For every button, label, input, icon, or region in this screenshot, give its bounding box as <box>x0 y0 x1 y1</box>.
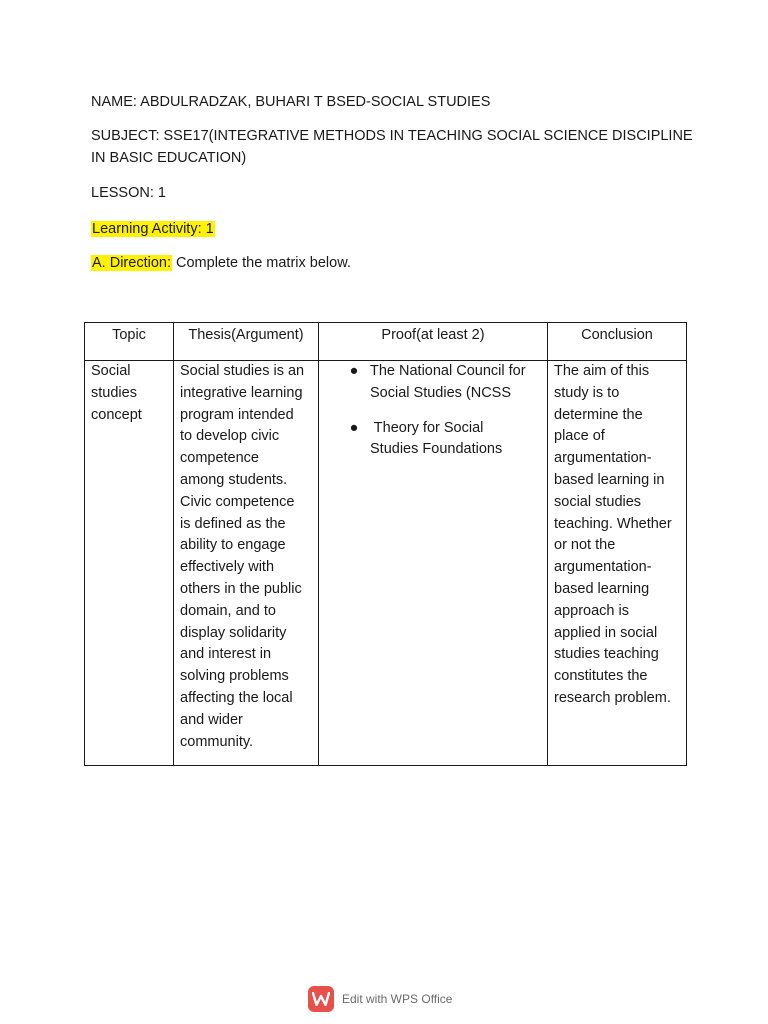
conclusion-line: The aim of this <box>554 363 650 379</box>
conclusion-line: social studies <box>554 493 642 510</box>
table-row <box>85 361 687 766</box>
learning-activity-label: Learning Activity: 1 <box>92 221 214 237</box>
conclusion-line: applied in social <box>554 624 658 641</box>
lesson-line: LESSON: 1 <box>91 185 166 201</box>
direction-text: Complete the matrix below. <box>171 255 351 271</box>
topic-line: Social <box>91 363 131 379</box>
wps-logo-icon <box>308 986 334 1012</box>
thesis-line: others in the public <box>180 580 302 597</box>
conclusion-line: place of <box>554 428 605 445</box>
thesis-line: to develop civic <box>180 428 280 445</box>
header-thesis: Thesis(Argument) <box>174 323 319 361</box>
topic-line: studies <box>91 384 137 401</box>
subject-line-2: IN BASIC EDUCATION) <box>91 150 247 166</box>
proof-line: Theory for Social <box>370 419 484 436</box>
conclusion-line: based learning in <box>554 471 665 488</box>
bullet-icon: ● <box>349 363 359 379</box>
subject-line-1: SUBJECT: SSE17(INTEGRATIVE METHODS IN TEACHING SOCIAL SCIENCE DISCIPLINE <box>91 128 693 144</box>
proof-line: Studies Foundations <box>370 441 503 458</box>
learning-activity-line <box>91 218 215 240</box>
conclusion-line: approach is <box>554 602 629 619</box>
proof-list <box>325 361 542 461</box>
thesis-line: affecting the local <box>180 689 293 706</box>
conclusion-line: argumentation- <box>554 450 652 467</box>
conclusion-line: based learning <box>554 580 650 597</box>
thesis-line: integrative learning <box>180 384 303 401</box>
proof-line: Social Studies (NCSS <box>370 384 512 401</box>
conclusion-line: constitutes the <box>554 668 648 685</box>
conclusion-line: research problem. <box>554 689 671 706</box>
conclusion-line: studies teaching <box>554 646 659 663</box>
wps-edit-label[interactable]: Edit with WPS Office <box>342 992 453 1006</box>
thesis-line: display solidarity <box>180 624 287 641</box>
header-proof: Proof(at least 2) <box>319 323 548 361</box>
proof-item <box>325 418 542 462</box>
thesis-line: Civic competence <box>180 493 295 510</box>
proof-line: The National Council for <box>370 363 526 379</box>
thesis-line: effectively with <box>180 559 275 576</box>
thesis-line: community. <box>180 733 254 750</box>
thesis-line: among students. <box>180 471 288 488</box>
thesis-line: solving problems <box>180 668 289 685</box>
conclusion-line: argumentation- <box>554 559 652 576</box>
wps-edit-badge[interactable] <box>308 985 452 1013</box>
thesis-line: ability to engage <box>180 537 286 554</box>
header-topic: Topic <box>85 323 174 361</box>
thesis-cell <box>174 361 319 766</box>
conclusion-line: determine the <box>554 406 643 423</box>
thesis-line: and wider <box>180 711 243 728</box>
proof-cell <box>319 361 548 766</box>
thesis-line: is defined as the <box>180 515 286 532</box>
thesis-line: domain, and to <box>180 602 276 619</box>
matrix-table <box>84 322 687 766</box>
thesis-line: Social studies is an <box>180 363 305 379</box>
direction-line <box>91 252 351 274</box>
topic-cell <box>85 361 174 766</box>
topic-line: concept <box>91 406 142 423</box>
conclusion-line: teaching. Whether <box>554 515 672 532</box>
thesis-line: competence <box>180 450 259 467</box>
student-name-line: NAME: ABDULRADZAK, BUHARI T BSED-SOCIAL STUDIES <box>91 94 491 110</box>
thesis-line: and interest in <box>180 646 272 663</box>
header-conclusion: Conclusion <box>548 323 687 361</box>
conclusion-cell <box>548 361 687 766</box>
conclusion-line: study is to <box>554 384 620 401</box>
thesis-line: program intended <box>180 406 294 423</box>
direction-label: A. Direction: <box>92 255 171 271</box>
conclusion-line: or not the <box>554 537 616 554</box>
matrix-header-row <box>85 323 687 361</box>
bullet-icon: ● <box>349 419 359 436</box>
proof-item <box>325 361 542 405</box>
